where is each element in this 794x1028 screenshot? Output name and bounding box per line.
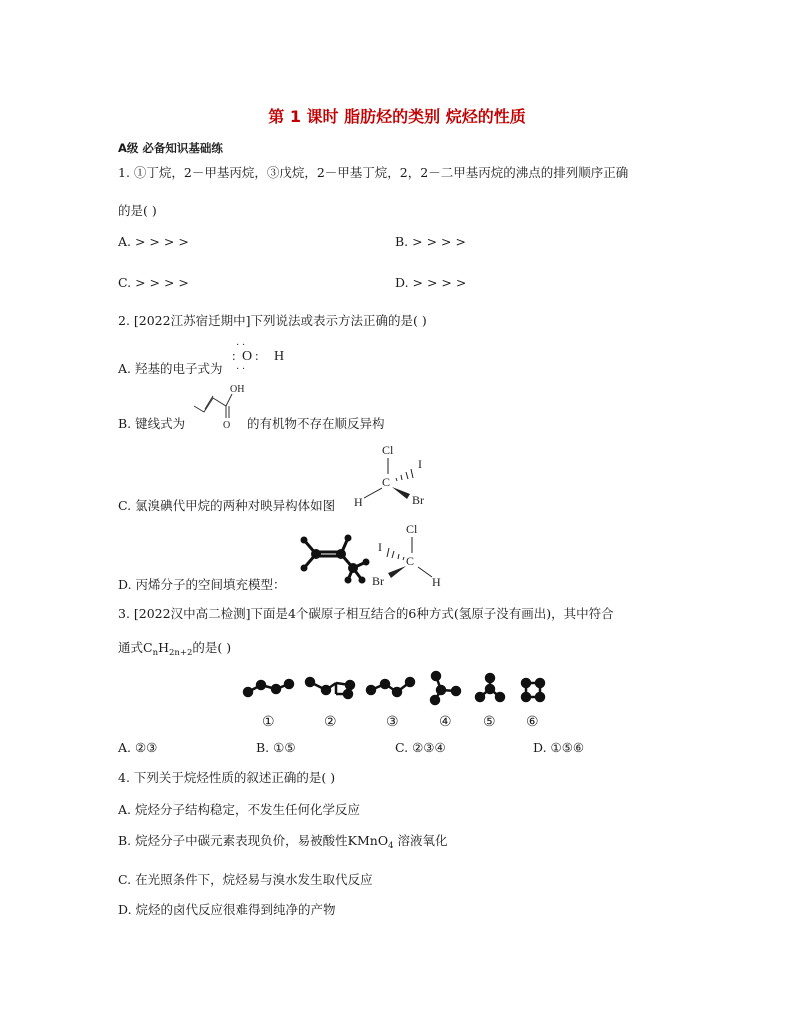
skeleton-label-6: ⑥ xyxy=(526,715,539,730)
q4-option-a[interactable]: A. 烷烃分子结构稳定，不发生任何化学反应 xyxy=(118,802,360,817)
q4-option-d[interactable]: D. 烷烃的卤代反应很难得到纯净的产物 xyxy=(118,902,336,917)
enantiomer2-cl-label: Cl xyxy=(406,522,418,536)
skeleton-label-3: ③ xyxy=(386,715,399,730)
double-bond-line xyxy=(205,396,213,409)
carbon-skeleton-1 xyxy=(244,680,293,696)
propene-bonds xyxy=(304,538,366,580)
q1-option-a[interactable]: A. > > > > xyxy=(118,234,189,249)
carbon-skeleton-figures xyxy=(236,670,566,732)
enantiomer2-h-bond xyxy=(418,567,432,577)
q1-stem-line1: 1. ①丁烷，2－甲基丙烷，③戊烷，2－甲基丁烷，2，2－二甲基丙烷的沸点的排列顺序正确 xyxy=(118,165,629,180)
q4-option-b-text: B. 烷烃分子中碳元素表现负价，易被酸性KMnO xyxy=(118,833,389,848)
q2-stem: 2. [2022江苏宿迁期中]下列说法或表示方法正确的是( ) xyxy=(118,313,427,328)
enantiomer1-br-label: Br xyxy=(412,493,424,507)
q1-option-d[interactable]: D. > > > > xyxy=(395,275,467,290)
electron-dots-bottom: · · xyxy=(236,364,246,375)
q1-option-c[interactable]: C. > > > > xyxy=(118,275,189,290)
carbon-skeleton-4 xyxy=(431,672,460,704)
enantiomer1-i-label: I xyxy=(418,457,422,471)
electron-dots-left: : xyxy=(232,348,236,363)
carbon-skeleton-6 xyxy=(522,679,544,701)
q3-subscript-2n2: 2n+2 xyxy=(168,648,193,658)
q3-option-c[interactable]: C. ②③④ xyxy=(395,740,446,755)
enantiomer1-cl-label: Cl xyxy=(382,443,394,457)
q3-subscript-n: n xyxy=(152,648,159,658)
q2-option-b-tail: 的有机物不存在顺反异构 xyxy=(247,416,385,431)
enantiomer2-h-label: H xyxy=(432,575,441,589)
enantiomer2-c-label: C xyxy=(406,554,415,568)
section-heading: A级 必备知识基础练 xyxy=(118,141,223,155)
propene-space-filling-model xyxy=(296,530,376,586)
page-title: 第 1 课时 脂肪烃的类别 烷烃的性质 xyxy=(268,107,526,126)
enantiomer2-wedge-bond xyxy=(388,566,406,578)
carbon-skeleton-5 xyxy=(476,674,504,701)
oxygen-symbol: O xyxy=(242,349,253,364)
q2-option-c[interactable]: C. 氯溴碘代甲烷的两种对映异构体如图 xyxy=(118,498,336,513)
skeleton-label-5: ⑤ xyxy=(483,715,496,730)
q2-option-b[interactable]: B. 键线式为 xyxy=(118,416,186,431)
enantiomer1-h-bond xyxy=(364,488,382,498)
q2-option-a[interactable]: A. 羟基的电子式为 xyxy=(118,361,223,376)
enantiomer2-br-label: Br xyxy=(372,574,384,588)
q3-formula-h: H xyxy=(158,640,169,655)
q2-option-d[interactable]: D. 丙烯分子的空间填充模型： xyxy=(118,577,286,592)
enantiomer-figure-1 xyxy=(350,440,440,512)
hydroxyl-electron-formula xyxy=(232,338,302,376)
enantiomer1-c-label: C xyxy=(382,475,391,489)
enantiomer1-hashed-bond xyxy=(396,469,413,481)
q4-option-c[interactable]: C. 在光照条件下，烷烃易与溴水发生取代反应 xyxy=(118,872,373,887)
o-label: O xyxy=(223,420,231,431)
q1-stem-line2: 的是( ) xyxy=(118,203,157,218)
q4-stem: 4. 下列关于烷烃性质的叙述正确的是( ) xyxy=(118,770,336,785)
enantiomer2-hashed-bond xyxy=(387,548,404,560)
q4-option-b-subscript: 4 xyxy=(388,841,394,851)
q3-formula-prefix: 通式C xyxy=(118,640,153,655)
hydrogen-symbol: H xyxy=(274,349,285,364)
skeleton-label-4: ④ xyxy=(439,715,452,730)
q3-option-d[interactable]: D. ①⑤⑥ xyxy=(533,740,585,755)
electron-dots-right: : xyxy=(255,348,259,363)
carbon-skeleton-3 xyxy=(367,678,414,696)
q4-option-b[interactable] xyxy=(118,833,447,854)
q3-option-b[interactable]: B. ①⑤ xyxy=(256,740,296,755)
enantiomer1-h-label: H xyxy=(354,495,363,509)
oh-label: OH xyxy=(230,384,245,395)
carbon-skeleton-2 xyxy=(306,678,354,698)
enantiomer2-i-label: I xyxy=(378,540,382,554)
skeleton-label-2: ② xyxy=(324,715,337,730)
q3-stem-line2 xyxy=(118,640,231,661)
q3-option-a[interactable]: A. ②③ xyxy=(118,740,158,755)
skeleton-label-1: ① xyxy=(262,715,275,730)
q4-option-b-tail: 溶液氧化 xyxy=(393,833,448,848)
q3-stem-suffix: 的是( ) xyxy=(192,640,232,655)
q3-stem-line1: 3. [2022汉中高二检测]下面是4个碳原子相互结合的6种方式(氢原子没有画出)，其中符合 xyxy=(118,606,614,621)
enantiomer-figure-2 xyxy=(370,519,460,591)
enantiomer1-wedge-bond xyxy=(392,487,410,499)
skeletal-formula-figure xyxy=(192,380,252,432)
q1-option-b[interactable]: B. > > > > xyxy=(395,234,466,249)
electron-dots-top: · · xyxy=(236,340,246,351)
